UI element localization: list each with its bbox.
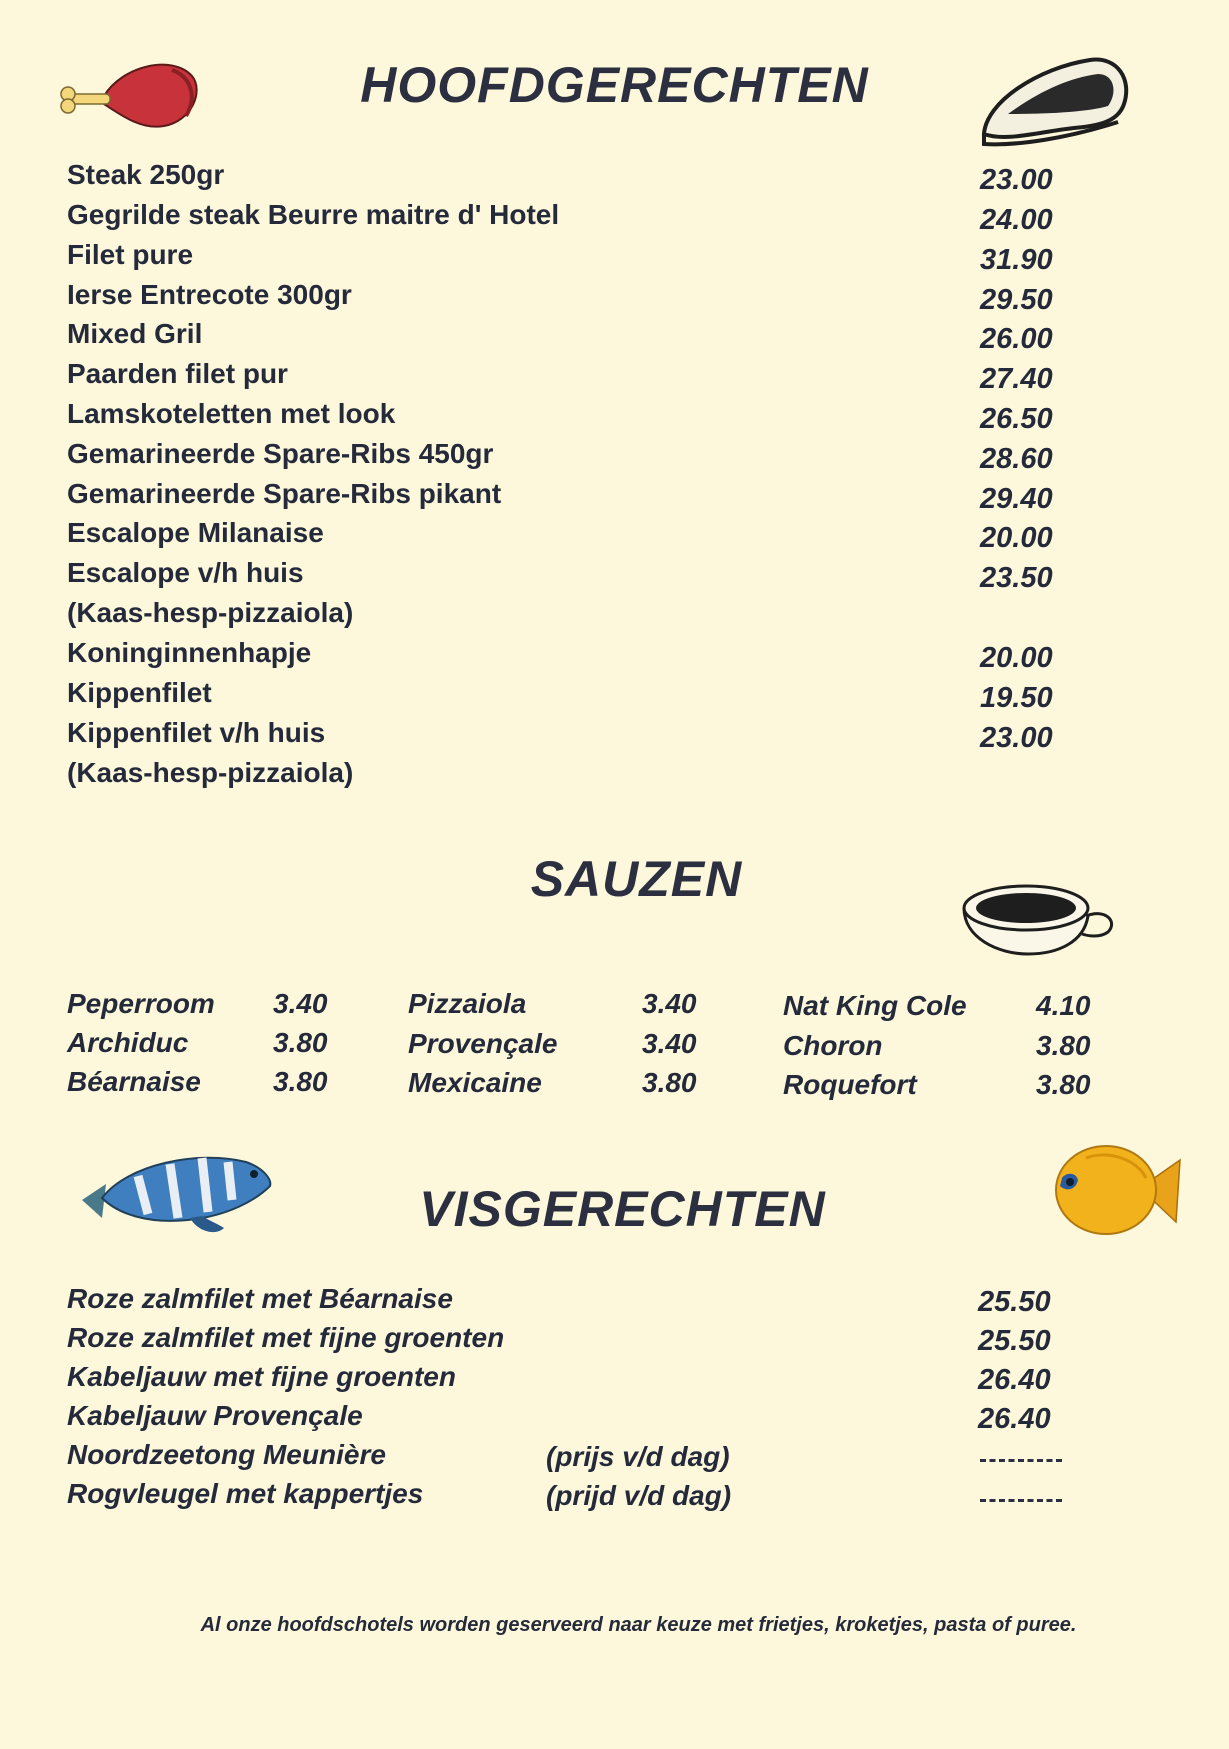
item-price: 27.40 (980, 363, 1053, 395)
sauce-item: Mexicaine (408, 1067, 542, 1098)
list-item: Escalope Milanaise (67, 517, 324, 548)
main-section-title: HOOFDGERECHTEN (360, 57, 869, 113)
item-price: 23.00 (980, 164, 1053, 196)
sauce-price: 3.40 (642, 1028, 697, 1059)
list-item: Kabeljauw Provençale (67, 1400, 363, 1431)
item-price: 25.50 (978, 1325, 1051, 1357)
list-item: Escalope v/h huis (67, 557, 304, 588)
item-price: 26.50 (980, 403, 1053, 435)
list-item: Roze zalmfilet met Béarnaise (67, 1283, 453, 1314)
sauce-item: Provençale (408, 1028, 558, 1059)
sauce-item: Nat King Cole (783, 990, 967, 1021)
sauce-price: 3.40 (642, 988, 697, 1019)
item-price: 26.40 (978, 1403, 1051, 1435)
list-item: Kippenfilet (67, 677, 212, 708)
list-item: Filet pure (67, 239, 194, 270)
list-item: Mixed Gril (67, 318, 203, 349)
item-price: 20.00 (980, 642, 1053, 674)
list-item: Steak 250gr (67, 159, 225, 190)
fish-section-title: VISGERECHTEN (419, 1181, 826, 1237)
price-placeholder (980, 1459, 1062, 1462)
list-item: Kippenfilet v/h huis (67, 717, 326, 748)
list-item: Gegrilde steak Beurre maitre d' Hotel (67, 199, 560, 230)
item-price: 28.60 (980, 443, 1053, 475)
striped-fish-icon (78, 1140, 278, 1245)
sauce-item: Peperroom (67, 988, 215, 1019)
list-item: Kabeljauw met fijne groenten (67, 1361, 456, 1392)
price-placeholder (980, 1499, 1062, 1502)
item-price: 23.00 (980, 722, 1053, 754)
sauce-price: 3.80 (1036, 1030, 1091, 1061)
item-price: 24.00 (980, 204, 1053, 236)
price-note: (prijd v/d dag) (546, 1480, 732, 1511)
list-item: Noordzeetong Meunière (67, 1439, 386, 1470)
list-item: Gemarineerde Spare-Ribs 450gr (67, 438, 494, 469)
item-price: 26.00 (980, 323, 1053, 355)
sauce-item: Béarnaise (67, 1066, 201, 1097)
sauces-section-title: SAUZEN (530, 851, 743, 907)
ham-leg-icon (52, 46, 212, 136)
item-price: 25.50 (978, 1286, 1051, 1318)
steak-icon (978, 52, 1138, 147)
item-price: 26.40 (978, 1364, 1051, 1396)
list-item: Lamskoteletten met look (67, 398, 396, 429)
item-price: 29.50 (980, 284, 1053, 316)
list-item: Koninginnenhapje (67, 637, 312, 668)
list-item: Roze zalmfilet met fijne groenten (67, 1322, 505, 1353)
sauce-price: 3.80 (1036, 1069, 1091, 1100)
sauce-item: Archiduc (67, 1027, 189, 1058)
item-price: 31.90 (980, 244, 1053, 276)
item-price: 29.40 (980, 483, 1053, 515)
list-item: (Kaas-hesp-pizzaiola) (67, 597, 354, 628)
sauce-price: 3.40 (273, 988, 328, 1019)
sauce-item: Choron (783, 1030, 883, 1061)
item-price: 20.00 (980, 522, 1053, 554)
sauce-price: 3.80 (642, 1067, 697, 1098)
sauce-item: Roquefort (783, 1069, 917, 1100)
sauce-price: 4.10 (1036, 990, 1091, 1021)
list-item: (Kaas-hesp-pizzaiola) (67, 757, 354, 788)
list-item: Paarden filet pur (67, 358, 288, 389)
yellow-fish-icon (1046, 1138, 1186, 1238)
sauce-price: 3.80 (273, 1066, 328, 1097)
footer-note: Al onze hoofdschotels worden geserveerd naar keuze met frietjes, kroketjes, pasta of puree. (200, 1614, 1077, 1636)
sauce-item: Pizzaiola (408, 988, 527, 1019)
price-note: (prijs v/d dag) (546, 1441, 730, 1472)
item-price: 19.50 (980, 682, 1053, 714)
sauce-bowl-icon (958, 878, 1118, 958)
sauce-price: 3.80 (273, 1027, 328, 1058)
list-item: Gemarineerde Spare-Ribs pikant (67, 478, 502, 509)
list-item: Rogvleugel met kappertjes (67, 1478, 424, 1509)
list-item: Ierse Entrecote 300gr (67, 279, 352, 310)
item-price: 23.50 (980, 562, 1053, 594)
